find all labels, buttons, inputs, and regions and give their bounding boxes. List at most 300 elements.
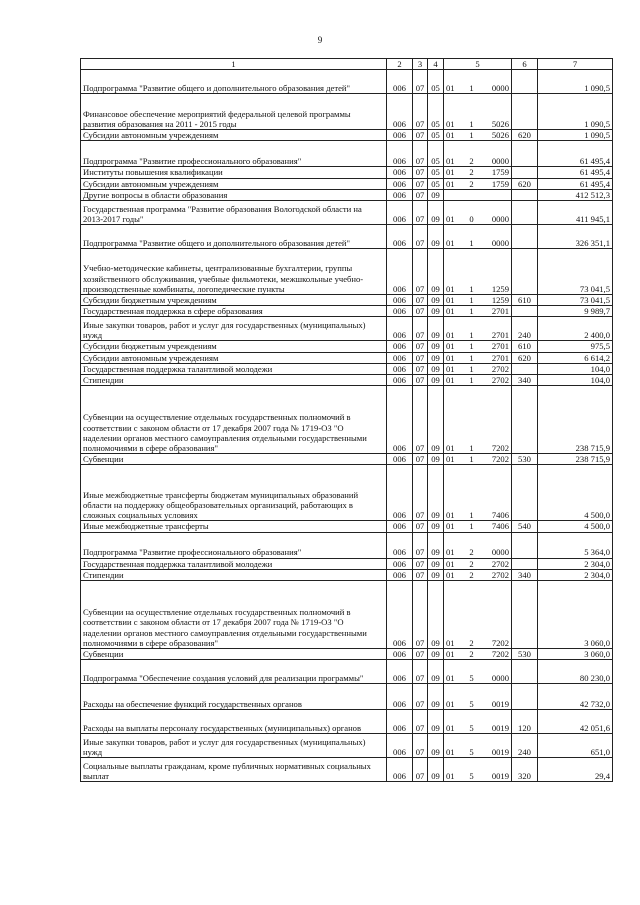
row-col-2: 006 [387,352,413,363]
row-col-4: 09 [428,306,444,317]
row-amount: 4 500,0 [538,521,613,532]
row-name: Государственная программа "Развитие образования Вологодской области на 2013-2017 годы" [81,201,387,225]
row-code-direction: 2702 [491,558,509,569]
row-col-2: 006 [387,375,413,386]
row-code-direction: 7202 [491,454,509,465]
row-code-program: 01 [446,330,455,341]
row-code-direction: 1259 [491,283,509,294]
row-name: Субвенции на осуществление отдельных государственных полномочий в соответствии с законом области от 17 декабря 2007 года № 1719-ОЗ "О наделении органов местного самоуправления отдельными государственными полномочиями в сфере образования" [81,386,387,454]
row-code-subprogram: 5 [469,747,474,758]
row-name: Социальные выплаты гражданам, кроме публичных нормативных социальных выплат [81,758,387,782]
table-row [81,225,613,249]
row-col-5 [444,295,512,306]
row-amount: 1 090,5 [538,70,613,94]
row-col-6 [512,249,538,295]
row-col-6: 540 [512,521,538,532]
table-row [81,454,613,465]
row-col-2: 006 [387,178,413,189]
row-code-direction: 2702 [491,569,509,580]
row-col-5 [444,225,512,249]
row-col-3: 07 [413,249,428,295]
row-code-subprogram: 1 [469,130,474,141]
row-code-subprogram: 5 [469,673,474,684]
row-col-6: 620 [512,130,538,141]
row-code-direction: 7406 [491,521,509,532]
row-col-2: 006 [387,94,413,130]
row-code-program: 01 [446,130,455,141]
row-name: Субвенции [81,454,387,465]
row-col-4: 09 [428,684,444,710]
row-col-4: 09 [428,386,444,454]
row-col-3: 07 [413,734,428,758]
row-code-program: 01 [446,167,455,178]
row-col-3: 07 [413,130,428,141]
row-code-program: 01 [446,295,455,306]
row-col-6: 610 [512,341,538,352]
row-col-4: 09 [428,249,444,295]
row-code-subprogram: 5 [469,723,474,734]
row-col-6 [512,532,538,558]
row-name: Подпрограмма "Развитие профессионального образования" [81,141,387,167]
row-col-2: 006 [387,363,413,374]
row-code-direction: 7202 [491,649,509,660]
row-col-6: 530 [512,454,538,465]
row-col-6 [512,70,538,94]
row-code-program: 01 [446,213,455,224]
budget-table [80,58,613,782]
row-col-5 [444,454,512,465]
row-col-4: 09 [428,317,444,341]
row-amount: 104,0 [538,363,613,374]
table-row [81,363,613,374]
row-col-3: 07 [413,295,428,306]
row-code-subprogram: 2 [469,178,474,189]
row-col-6 [512,558,538,569]
row-col-5 [444,581,512,649]
row-amount: 5 364,0 [538,532,613,558]
table-row [81,532,613,558]
row-code-program: 01 [446,649,455,660]
row-col-2: 006 [387,710,413,734]
row-col-5 [444,341,512,352]
row-col-6 [512,201,538,225]
row-code-program: 01 [446,363,455,374]
row-code-subprogram: 1 [469,352,474,363]
table-row [81,758,613,782]
row-col-4: 09 [428,189,444,200]
row-col-3: 07 [413,660,428,684]
row-col-3: 07 [413,386,428,454]
row-code-program: 01 [446,510,455,521]
header-col-6: 6 [512,59,538,70]
row-col-2: 006 [387,306,413,317]
row-code-direction: 1259 [491,295,509,306]
row-col-6 [512,660,538,684]
row-col-5 [444,569,512,580]
table-row [81,189,613,200]
table-row [81,649,613,660]
row-name: Субсидии автономным учреждениям [81,352,387,363]
row-col-5 [444,363,512,374]
table-row [81,295,613,306]
table-row [81,317,613,341]
table-row [81,167,613,178]
row-col-3: 07 [413,341,428,352]
row-col-5 [444,141,512,167]
row-col-3: 07 [413,306,428,317]
row-name: Стипендии [81,569,387,580]
row-col-5 [444,178,512,189]
row-col-3: 07 [413,758,428,782]
row-col-6: 620 [512,178,538,189]
table-row [81,201,613,225]
row-code-direction: 7406 [491,510,509,521]
row-code-subprogram: 2 [469,156,474,167]
table-row [81,375,613,386]
row-code-direction: 0019 [491,723,509,734]
row-code-subprogram: 1 [469,510,474,521]
table-row [81,94,613,130]
row-col-3: 07 [413,684,428,710]
row-col-6 [512,94,538,130]
row-amount: 42 732,0 [538,684,613,710]
row-amount: 6 614,2 [538,352,613,363]
row-name: Субсидии бюджетным учреждениям [81,295,387,306]
row-amount: 975,5 [538,341,613,352]
row-col-2: 006 [387,581,413,649]
row-col-3: 07 [413,178,428,189]
row-col-3: 07 [413,558,428,569]
row-code-program: 01 [446,156,455,167]
row-col-6: 240 [512,317,538,341]
row-col-5 [444,710,512,734]
row-col-4: 09 [428,341,444,352]
table-row [81,734,613,758]
row-col-5 [444,317,512,341]
row-code-subprogram: 5 [469,699,474,710]
row-code-subprogram: 2 [469,558,474,569]
row-col-4: 09 [428,532,444,558]
table-header-row [81,59,613,70]
row-code-program: 01 [446,673,455,684]
row-name: Расходы на обеспечение функций государственных органов [81,684,387,710]
row-code-program: 01 [446,569,455,580]
row-code-subprogram: 1 [469,521,474,532]
row-code-program: 01 [446,521,455,532]
row-col-3: 07 [413,465,428,521]
row-amount: 2 400,0 [538,317,613,341]
row-code-program: 01 [446,306,455,317]
header-col-5: 5 [444,59,512,70]
row-col-6 [512,225,538,249]
row-code-subprogram: 1 [469,119,474,129]
row-col-5 [444,734,512,758]
row-col-6: 240 [512,734,538,758]
row-col-4: 09 [428,375,444,386]
row-code-subprogram: 1 [469,443,474,454]
row-code-direction: 2702 [491,363,509,374]
row-col-3: 07 [413,317,428,341]
row-code-direction: 5026 [491,119,509,129]
row-col-6: 530 [512,649,538,660]
table-row [81,684,613,710]
row-amount: 326 351,1 [538,225,613,249]
table-row [81,386,613,454]
row-col-2: 006 [387,189,413,200]
row-code-subprogram: 1 [469,83,474,93]
row-code-direction: 2702 [491,375,509,386]
row-name: Государственная поддержка в сфере образования [81,306,387,317]
row-col-3: 07 [413,521,428,532]
header-col-2: 2 [387,59,413,70]
header-col-3: 3 [413,59,428,70]
table-row [81,341,613,352]
row-name: Институты повышения квалификации [81,167,387,178]
row-amount: 73 041,5 [538,249,613,295]
header-col-1: 1 [81,59,387,70]
row-col-4: 05 [428,167,444,178]
row-col-5 [444,352,512,363]
row-col-5 [444,189,512,200]
row-amount: 61 495,4 [538,141,613,167]
row-col-4: 09 [428,521,444,532]
row-col-3: 07 [413,569,428,580]
row-col-2: 006 [387,569,413,580]
row-col-4: 09 [428,558,444,569]
table-row [81,558,613,569]
table-row [81,710,613,734]
row-amount: 2 304,0 [538,558,613,569]
row-name: Государственная поддержка талантливой молодежи [81,363,387,374]
row-col-5 [444,167,512,178]
row-name: Финансовое обеспечение мероприятий федеральной целевой программы развития образования на 2011 - 2015 годы [81,94,387,130]
row-col-5 [444,386,512,454]
row-col-3: 07 [413,581,428,649]
row-code-program: 01 [446,341,455,352]
row-col-6: 620 [512,352,538,363]
row-col-4: 09 [428,649,444,660]
row-code-direction: 2701 [491,341,509,352]
row-code-program: 01 [446,699,455,710]
table-row [81,70,613,94]
header-col-7: 7 [538,59,613,70]
row-col-2: 006 [387,465,413,521]
row-code-direction: 1759 [491,178,509,189]
row-amount: 42 051,6 [538,710,613,734]
row-col-6 [512,386,538,454]
row-name: Другие вопросы в области образования [81,189,387,200]
row-col-6 [512,141,538,167]
row-col-2: 006 [387,684,413,710]
row-code-direction: 0000 [491,213,509,224]
row-code-program: 01 [446,558,455,569]
row-name: Субвенции [81,649,387,660]
row-amount: 411 945,1 [538,201,613,225]
row-col-5 [444,758,512,782]
row-col-5 [444,375,512,386]
row-col-4: 09 [428,758,444,782]
row-code-subprogram: 1 [469,295,474,306]
row-code-direction: 0019 [491,747,509,758]
row-col-4: 09 [428,363,444,374]
row-code-direction: 5026 [491,130,509,141]
table-row [81,352,613,363]
row-col-5 [444,558,512,569]
row-col-5 [444,465,512,521]
row-col-6 [512,306,538,317]
table-row [81,581,613,649]
row-col-4: 09 [428,352,444,363]
row-col-4: 09 [428,225,444,249]
row-col-5 [444,532,512,558]
row-col-6: 340 [512,569,538,580]
row-col-5 [444,130,512,141]
row-col-2: 006 [387,167,413,178]
row-col-2: 006 [387,532,413,558]
row-col-2: 006 [387,454,413,465]
table-row [81,141,613,167]
row-code-program: 01 [446,747,455,758]
row-name: Иные закупки товаров, работ и услуг для государственных (муниципальных) нужд [81,317,387,341]
row-amount: 238 715,9 [538,454,613,465]
row-amount: 238 715,9 [538,386,613,454]
page-number: 9 [317,35,323,45]
row-col-4: 05 [428,130,444,141]
row-code-subprogram: 2 [469,167,474,178]
row-col-2: 006 [387,521,413,532]
row-col-5 [444,684,512,710]
row-col-2: 006 [387,649,413,660]
row-col-2: 006 [387,734,413,758]
row-amount: 1 090,5 [538,94,613,130]
row-name: Иные межбюджетные трансферты бюджетам муниципальных образований области на поддержку общеобразовательных организаций, работающих в сложных социальных условиях [81,465,387,521]
row-amount: 1 090,5 [538,130,613,141]
row-col-2: 006 [387,341,413,352]
row-col-6 [512,363,538,374]
row-col-3: 07 [413,352,428,363]
row-col-4: 09 [428,569,444,580]
row-code-program: 01 [446,637,455,648]
row-code-program: 01 [446,723,455,734]
row-code-direction: 0019 [491,771,509,782]
row-code-subprogram: 2 [469,547,474,558]
row-name: Иные межбюджетные трансферты [81,521,387,532]
row-code-program: 01 [446,83,455,93]
row-code-subprogram: 5 [469,771,474,782]
row-col-3: 07 [413,532,428,558]
row-col-6 [512,167,538,178]
row-amount: 9 989,7 [538,306,613,317]
row-col-2: 006 [387,201,413,225]
row-col-6: 120 [512,710,538,734]
row-col-3: 07 [413,710,428,734]
row-col-3: 07 [413,141,428,167]
row-col-2: 006 [387,317,413,341]
row-col-4: 09 [428,465,444,521]
row-col-6 [512,465,538,521]
row-code-direction: 1759 [491,167,509,178]
row-col-6: 610 [512,295,538,306]
row-code-subprogram: 1 [469,375,474,386]
row-amount: 412 512,3 [538,189,613,200]
row-code-subprogram: 1 [469,330,474,341]
table-row [81,569,613,580]
row-name: Стипендии [81,375,387,386]
row-name: Подпрограмма "Развитие общего и дополнительного образования детей" [81,225,387,249]
row-col-2: 006 [387,660,413,684]
row-col-2: 006 [387,295,413,306]
row-amount: 61 495,4 [538,167,613,178]
row-col-5 [444,521,512,532]
row-code-direction: 0000 [491,673,509,684]
row-amount: 29,4 [538,758,613,782]
table-row [81,130,613,141]
row-col-6: 320 [512,758,538,782]
row-code-program: 01 [446,283,455,294]
row-code-direction: 0000 [491,156,509,167]
row-name: Субсидии бюджетным учреждениям [81,341,387,352]
row-code-subprogram: 0 [469,213,474,224]
table-row [81,465,613,521]
row-col-3: 07 [413,649,428,660]
row-col-5 [444,70,512,94]
row-code-program: 01 [446,119,455,129]
row-amount: 4 500,0 [538,465,613,521]
table-row [81,521,613,532]
row-name: Расходы на выплаты персоналу государственных (муниципальных) органов [81,710,387,734]
row-name: Государственная поддержка талантливой молодежи [81,558,387,569]
row-code-program: 01 [446,352,455,363]
row-col-4: 05 [428,178,444,189]
row-code-direction: 0000 [491,547,509,558]
row-col-3: 07 [413,225,428,249]
row-amount: 73 041,5 [538,295,613,306]
row-amount: 80 230,0 [538,660,613,684]
row-col-4: 09 [428,201,444,225]
row-name: Субвенции на осуществление отдельных государственных полномочий в соответствии с законом области от 17 декабря 2007 года № 1719-ОЗ "О наделении органов местного самоуправления отдельными государственными полномочиями в сфере образования" [81,581,387,649]
row-name: Учебно-методические кабинеты, централизованные бухгалтерии, группы хозяйственного обслуживания, учебные фильмотеки, межшкольные учебно-производственные комбинаты, логопедические пункты [81,249,387,295]
table-row [81,306,613,317]
row-col-3: 07 [413,94,428,130]
row-amount: 2 304,0 [538,569,613,580]
row-amount: 61 495,4 [538,178,613,189]
row-name: Субсидии автономным учреждениям [81,178,387,189]
row-col-4: 05 [428,94,444,130]
row-col-4: 09 [428,734,444,758]
row-col-3: 07 [413,363,428,374]
row-code-direction: 2701 [491,330,509,341]
row-code-direction: 0000 [491,237,509,248]
row-col-3: 07 [413,201,428,225]
table-row [81,660,613,684]
row-code-subprogram: 1 [469,283,474,294]
row-code-subprogram: 1 [469,454,474,465]
row-code-subprogram: 1 [469,363,474,374]
row-name: Подпрограмма "Обеспечение создания условий для реализации программы" [81,660,387,684]
row-col-3: 07 [413,375,428,386]
row-col-4: 09 [428,581,444,649]
row-code-program: 01 [446,375,455,386]
row-code-program: 01 [446,771,455,782]
row-col-4: 09 [428,660,444,684]
row-col-2: 006 [387,558,413,569]
row-col-2: 006 [387,141,413,167]
row-col-6 [512,581,538,649]
row-code-direction: 7202 [491,637,509,648]
row-code-subprogram: 1 [469,341,474,352]
row-col-2: 006 [387,70,413,94]
row-amount: 3 060,0 [538,649,613,660]
